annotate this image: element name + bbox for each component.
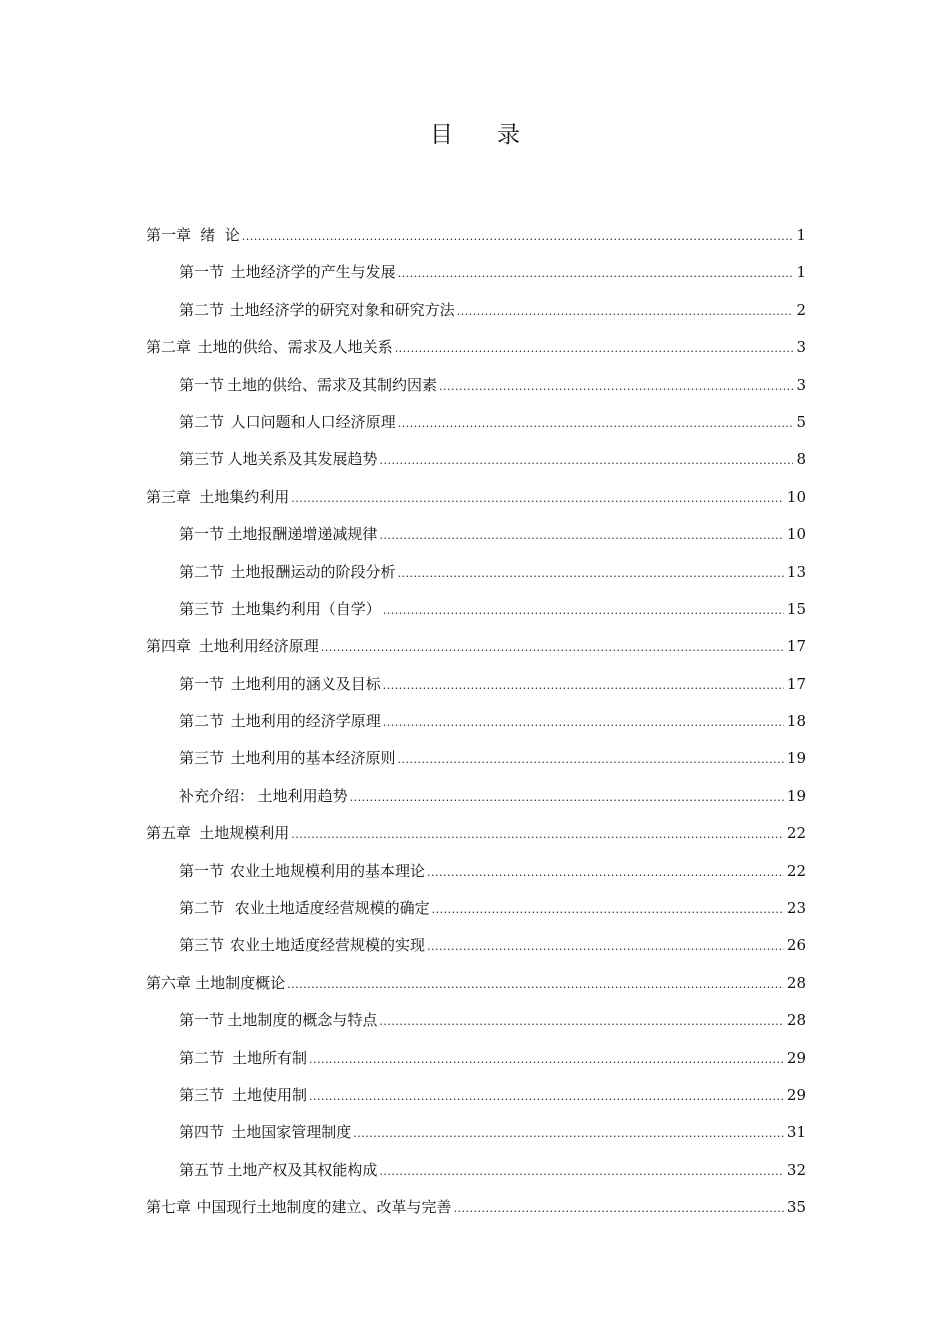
toc-page-number: 3 xyxy=(796,375,806,394)
toc-page-number: 26 xyxy=(786,936,806,955)
toc-entry-title: 土地利用经济原理 xyxy=(198,637,319,656)
toc-entry-title: 人地关系及其发展趋势 xyxy=(227,450,378,469)
toc-entry-title: 农业土地适度经营规模的确定 xyxy=(229,899,430,918)
page-title xyxy=(0,120,950,150)
toc-page-number: 23 xyxy=(786,899,806,918)
toc-entry-label: 第一节 xyxy=(179,263,225,282)
toc-entry-label: 第二节 xyxy=(179,1048,225,1067)
toc-page-number: 2 xyxy=(796,300,806,319)
toc-entry-title: 土地制度概论 xyxy=(195,973,286,992)
toc-dot-leader xyxy=(383,598,784,624)
toc-dot-leader xyxy=(291,486,784,512)
toc-page-number: 13 xyxy=(786,562,806,581)
toc-entry-label: 第一节 xyxy=(179,861,225,880)
toc-page-number: 1 xyxy=(796,226,806,244)
toc-section-entry[interactable] xyxy=(146,596,806,633)
toc-section-entry[interactable] xyxy=(146,409,806,446)
toc-entry-title: 土地的供给、需求及其制约因素 xyxy=(226,375,437,394)
toc-dot-leader xyxy=(427,934,784,960)
toc-page-number: 19 xyxy=(786,786,806,805)
toc-entry-title: 土地使用制 xyxy=(231,1085,307,1104)
toc-dot-leader xyxy=(379,1009,784,1035)
toc-dot-leader xyxy=(350,785,784,811)
toc-dot-leader xyxy=(379,523,784,549)
toc-page-number: 22 xyxy=(786,824,806,843)
toc-entry-title: 土地利用的经济学原理 xyxy=(230,712,381,731)
toc-entry-title: 土地利用趋势 xyxy=(257,786,348,805)
toc-section-entry[interactable] xyxy=(146,1007,806,1044)
toc-dot-leader xyxy=(439,374,793,400)
toc-page-number: 3 xyxy=(796,338,806,357)
toc-entry-label: 第七章 xyxy=(146,1198,192,1217)
toc-dot-leader xyxy=(432,897,784,923)
toc-entry-title: 土地报酬运动的阶段分析 xyxy=(230,562,396,581)
toc-dot-leader xyxy=(398,411,794,437)
toc-section-entry[interactable] xyxy=(146,1045,806,1082)
toc-dot-leader xyxy=(321,635,784,661)
toc-entry-title: 农业土地规模利用的基本理论 xyxy=(229,861,425,880)
toc-entry-label: 第二节 xyxy=(179,712,225,731)
toc-chapter-entry[interactable] xyxy=(146,820,806,857)
toc-entry-title: 土地经济学的产生与发展 xyxy=(230,263,396,282)
title-char-2: 录 xyxy=(497,122,520,148)
toc-dot-leader xyxy=(309,1084,784,1110)
toc-page-number: 17 xyxy=(786,674,806,693)
toc-dot-leader xyxy=(379,448,793,474)
toc-entry-label: 补充介绍： xyxy=(179,786,255,805)
toc-dot-leader xyxy=(383,710,784,736)
toc-dot-leader xyxy=(353,1121,784,1147)
toc-entry-title: 中国现行土地制度的建立、改革与完善 xyxy=(196,1198,452,1217)
toc-section-entry[interactable] xyxy=(146,932,806,969)
toc-entry-label: 第二节 xyxy=(179,899,225,918)
toc-entry-label: 第一节 xyxy=(179,1011,225,1030)
toc-entry-title: 人口问题和人口经济原理 xyxy=(230,412,396,431)
toc-section-entry[interactable] xyxy=(146,783,806,820)
toc-dot-leader xyxy=(397,561,783,587)
toc-entry-title: 农业土地适度经营规模的实现 xyxy=(229,936,425,955)
toc-page-number: 32 xyxy=(786,1160,806,1179)
toc-page-number: 8 xyxy=(796,450,806,469)
table-of-contents xyxy=(146,222,806,1232)
toc-entry-label: 第二节 xyxy=(179,562,225,581)
toc-dot-leader xyxy=(242,224,794,250)
toc-page-number: 28 xyxy=(786,1011,806,1030)
title-char-1: 目 xyxy=(430,122,453,148)
toc-page-number: 10 xyxy=(786,525,806,544)
toc-dot-leader xyxy=(309,1047,784,1073)
toc-section-entry[interactable] xyxy=(146,671,806,708)
toc-dot-leader xyxy=(457,299,794,325)
toc-section-entry[interactable] xyxy=(146,259,806,296)
toc-entry-label: 第一节 xyxy=(179,375,225,394)
toc-dot-leader xyxy=(395,336,794,362)
toc-entry-label: 第二节 xyxy=(179,412,225,431)
toc-entry-label: 第四章 xyxy=(146,637,192,656)
toc-entry-title: 土地制度的概念与特点 xyxy=(227,1011,378,1030)
toc-section-entry[interactable] xyxy=(146,1082,806,1119)
toc-entry-title: 土地集约利用（自学） xyxy=(230,599,381,618)
toc-page-number: 10 xyxy=(786,487,806,506)
toc-entry-title: 土地集约利用 xyxy=(199,487,290,506)
toc-page-number: 29 xyxy=(786,1085,806,1104)
toc-page-number: 28 xyxy=(786,973,806,992)
toc-section-entry[interactable] xyxy=(146,1157,806,1194)
toc-entry-label: 第二节 xyxy=(179,300,225,319)
toc-page-number: 5 xyxy=(796,412,806,431)
toc-page-number: 29 xyxy=(786,1048,806,1067)
toc-page-number: 18 xyxy=(786,712,806,731)
toc-entry-label: 第三章 xyxy=(146,487,192,506)
toc-entry-title: 土地利用的基本经济原则 xyxy=(230,749,396,768)
toc-entry-label: 第三节 xyxy=(179,936,225,955)
toc-chapter-entry[interactable] xyxy=(146,633,806,670)
toc-dot-leader xyxy=(383,673,784,699)
toc-dot-leader xyxy=(287,972,784,998)
toc-section-entry[interactable] xyxy=(146,708,806,745)
toc-entry-title: 土地报酬递增递减规律 xyxy=(227,525,378,544)
toc-page-number: 17 xyxy=(786,637,806,656)
toc-entry-title: 土地规模利用 xyxy=(199,824,290,843)
toc-dot-leader xyxy=(398,261,794,287)
toc-section-entry[interactable] xyxy=(146,559,806,596)
toc-entry-label: 第五章 xyxy=(146,824,192,843)
toc-dot-leader xyxy=(427,860,784,886)
toc-section-entry[interactable] xyxy=(146,895,806,932)
toc-chapter-entry[interactable] xyxy=(146,222,806,259)
toc-entry-label: 第三节 xyxy=(179,749,225,768)
toc-entry-title: 土地利用的涵义及目标 xyxy=(230,674,381,693)
toc-section-entry[interactable] xyxy=(146,1119,806,1156)
toc-entry-title: 绪 论 xyxy=(200,226,240,244)
toc-section-entry[interactable] xyxy=(146,372,806,409)
toc-chapter-entry[interactable] xyxy=(146,970,806,1007)
toc-entry-label: 第二章 xyxy=(146,338,192,357)
toc-entry-label: 第六章 xyxy=(146,973,192,992)
toc-dot-leader xyxy=(397,747,783,773)
toc-chapter-entry[interactable] xyxy=(146,484,806,521)
toc-entry-label: 第三节 xyxy=(179,450,225,469)
toc-page-number: 19 xyxy=(786,749,806,768)
toc-page-number: 22 xyxy=(786,861,806,880)
toc-entry-title: 土地产权及其权能构成 xyxy=(227,1160,378,1179)
toc-chapter-entry[interactable] xyxy=(146,334,806,371)
toc-entry-title: 土地所有制 xyxy=(231,1048,307,1067)
toc-entry-label: 第三节 xyxy=(179,599,225,618)
toc-entry-label: 第一章 xyxy=(146,226,192,244)
toc-section-entry[interactable] xyxy=(146,858,806,895)
toc-page-number: 35 xyxy=(786,1198,806,1217)
toc-page-number: 31 xyxy=(786,1123,806,1142)
toc-entry-label: 第四节 xyxy=(179,1123,225,1142)
toc-section-entry[interactable] xyxy=(146,297,806,334)
toc-dot-leader xyxy=(454,1196,784,1222)
toc-entry-title: 土地的供给、需求及人地关系 xyxy=(197,338,393,357)
toc-entry-label: 第三节 xyxy=(179,1085,225,1104)
toc-page-number: 1 xyxy=(796,263,806,282)
toc-entry-label: 第一节 xyxy=(179,525,225,544)
toc-entry-label: 第五节 xyxy=(179,1160,225,1179)
toc-chapter-entry[interactable] xyxy=(146,1194,806,1231)
toc-section-entry[interactable] xyxy=(146,745,806,782)
toc-page-number: 15 xyxy=(786,599,806,618)
toc-section-entry[interactable] xyxy=(146,521,806,558)
toc-dot-leader xyxy=(379,1159,784,1185)
toc-entry-label: 第一节 xyxy=(179,674,225,693)
toc-dot-leader xyxy=(291,822,784,848)
toc-entry-title: 土地经济学的研究对象和研究方法 xyxy=(229,300,455,319)
toc-section-entry[interactable] xyxy=(146,446,806,483)
toc-entry-title: 土地国家管理制度 xyxy=(231,1123,352,1142)
